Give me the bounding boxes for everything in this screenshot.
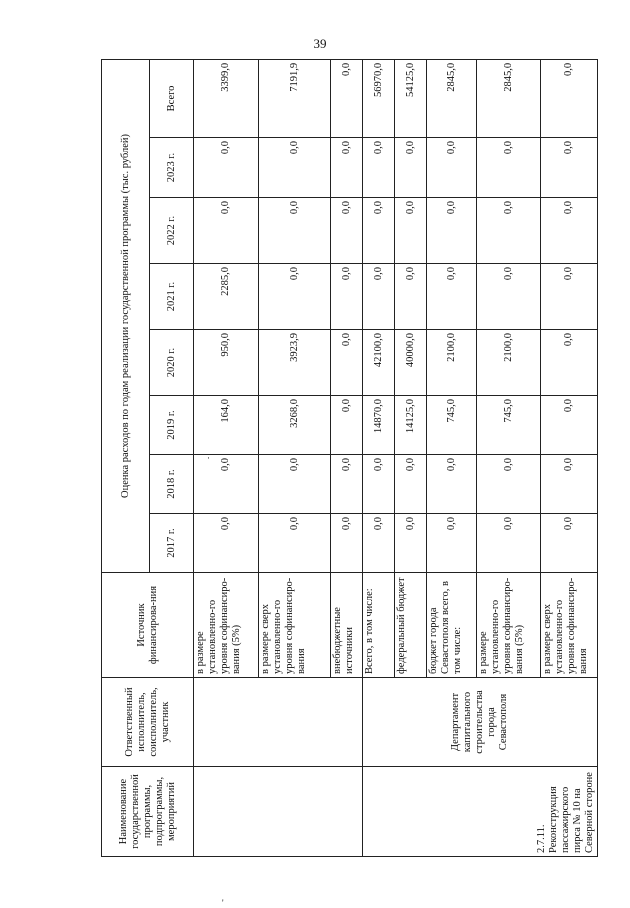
value-cell: 0,0 — [259, 514, 331, 573]
value-cell: 0,0 — [194, 455, 259, 514]
value-cell: 0,0 — [363, 138, 395, 198]
header-responsible: Ответственный исполнитель, соисполнитель, участник — [102, 678, 194, 767]
value-cell: 0,0 — [259, 138, 331, 198]
value-cell: 0,0 — [541, 455, 598, 514]
value-cell: 745,0 — [477, 396, 541, 455]
value-cell: 54125,0 — [395, 59, 427, 137]
value-cell: 3268,0 — [259, 396, 331, 455]
value-cell: 0,0 — [395, 198, 427, 264]
value-cell: 2100,0 — [427, 330, 477, 396]
scan-speck: · — [207, 453, 210, 463]
value-cell: 0,0 — [541, 198, 598, 264]
value-cell: 0,0 — [477, 264, 541, 330]
value-cell: 0,0 — [194, 514, 259, 573]
value-cell: 0,0 — [259, 264, 331, 330]
value-cell: 0,0 — [363, 514, 395, 573]
header-estimate: Оценка расходов по годам реализации государственной программы (тыс. рублей) — [102, 59, 150, 572]
source-cell: федеральный бюджет — [395, 573, 427, 678]
source-cell: в размере сверх установленно-го уровня софинансиро-вания — [541, 573, 598, 678]
source-cell: в размере установленно-го уровня софинансиро-вания (5%) — [477, 573, 541, 678]
value-cell: 0,0 — [427, 138, 477, 198]
value-cell: 0,0 — [541, 138, 598, 198]
value-cell: 0,0 — [331, 455, 363, 514]
value-cell: 0,0 — [395, 264, 427, 330]
value-cell: 0,0 — [395, 138, 427, 198]
value-cell: 7191,9 — [259, 59, 331, 137]
value-cell: 0,0 — [259, 455, 331, 514]
source-cell: внебюджетные источники — [331, 573, 363, 678]
year-2019: 2019 г. — [150, 396, 194, 455]
value-cell: 2845,0 — [427, 59, 477, 137]
source-cell: в размере сверх установленно-го уровня софинансиро-вания — [259, 573, 331, 678]
value-cell: 0,0 — [541, 396, 598, 455]
value-cell: 0,0 — [395, 455, 427, 514]
value-cell: 0,0 — [427, 198, 477, 264]
rotated-table-container — [101, 60, 597, 857]
value-cell: 745,0 — [427, 396, 477, 455]
value-cell: 0,0 — [363, 264, 395, 330]
page-number: 39 — [313, 36, 327, 51]
value-cell: 2100,0 — [477, 330, 541, 396]
value-cell: 0,0 — [259, 198, 331, 264]
responsible-cell-empty — [194, 678, 363, 767]
value-cell: 950,0 — [194, 330, 259, 396]
year-total: Всего — [150, 59, 194, 137]
year-2020: 2020 г. — [150, 330, 194, 396]
value-cell: 0,0 — [477, 138, 541, 198]
value-cell: 14125,0 — [395, 396, 427, 455]
value-cell: 0,0 — [331, 138, 363, 198]
header-name: Наименование государственной программы, подпрограммы, мероприятий — [102, 767, 194, 857]
value-cell: 0,0 — [477, 198, 541, 264]
measure-name-cell: 2.7.11. Реконструкция пассажирского пирса № 10 на Северной стороне — [363, 767, 598, 857]
responsible-cell: Департамент капитального строительства города Севастополя — [363, 678, 598, 767]
value-cell: 0,0 — [395, 514, 427, 573]
expenditure-table — [101, 59, 598, 857]
value-cell: 0,0 — [331, 264, 363, 330]
header-source: Источник финансирова-ния — [102, 573, 194, 678]
value-cell: 0,0 — [194, 198, 259, 264]
value-cell: 0,0 — [194, 138, 259, 198]
table-row — [363, 59, 395, 856]
value-cell: 3923,9 — [259, 330, 331, 396]
year-2023: 2023 г. — [150, 138, 194, 198]
scan-mark: ' — [222, 898, 224, 908]
value-cell: 0,0 — [363, 198, 395, 264]
value-cell: 0,0 — [331, 330, 363, 396]
value-cell: 40000,0 — [395, 330, 427, 396]
value-cell: 0,0 — [331, 198, 363, 264]
value-cell: 0,0 — [331, 59, 363, 137]
table-row — [194, 59, 259, 856]
source-cell: Всего, в том числе: — [363, 573, 395, 678]
value-cell: 0,0 — [541, 59, 598, 137]
value-cell: 56970,0 — [363, 59, 395, 137]
name-cell-empty — [194, 767, 363, 857]
value-cell: 0,0 — [541, 514, 598, 573]
value-cell: 0,0 — [331, 396, 363, 455]
year-2022: 2022 г. — [150, 198, 194, 264]
value-cell: 0,0 — [477, 455, 541, 514]
year-2017: 2017 г. — [150, 514, 194, 573]
value-cell: 0,0 — [427, 264, 477, 330]
source-cell: в размере установленно-го уровня софинансиро-вания (5%) — [194, 573, 259, 678]
year-2018: 2018 г. — [150, 455, 194, 514]
value-cell: 0,0 — [477, 514, 541, 573]
value-cell: 0,0 — [331, 514, 363, 573]
value-cell: 2845,0 — [477, 59, 541, 137]
value-cell: 164,0 — [194, 396, 259, 455]
value-cell: 0,0 — [363, 455, 395, 514]
value-cell: 3399,0 — [194, 59, 259, 137]
value-cell: 0,0 — [541, 330, 598, 396]
value-cell: 0,0 — [427, 455, 477, 514]
value-cell: 0,0 — [541, 264, 598, 330]
year-2021: 2021 г. — [150, 264, 194, 330]
value-cell: 14870,0 — [363, 396, 395, 455]
value-cell: 42100,0 — [363, 330, 395, 396]
value-cell: 2285,0 — [194, 264, 259, 330]
source-cell: бюджет города Севастополя всего, в том числе: — [427, 573, 477, 678]
value-cell: 0,0 — [427, 514, 477, 573]
